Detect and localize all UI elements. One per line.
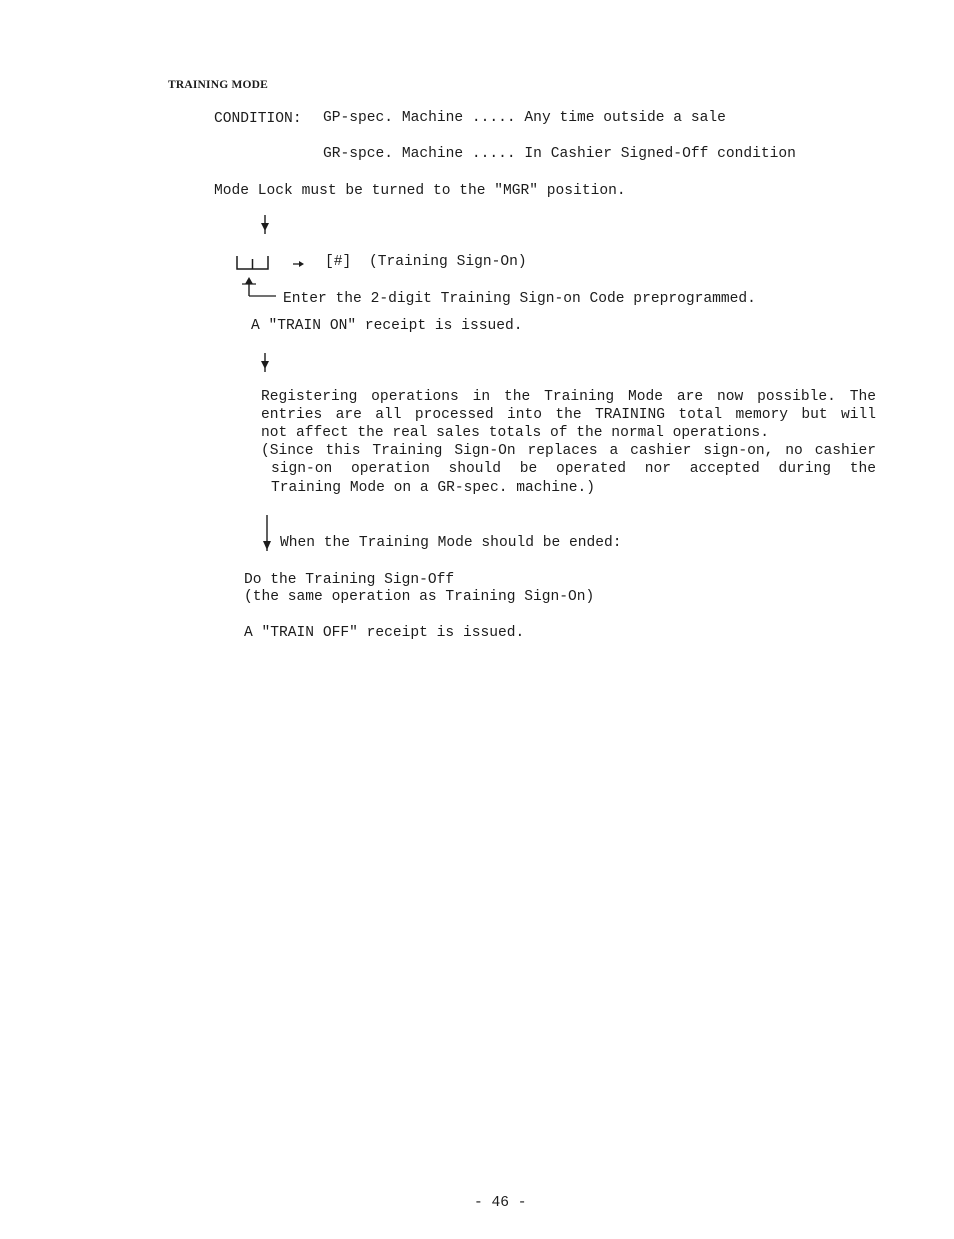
registering-line-6: Training Mode on a GR-spec. machine.) [271,480,596,496]
sign-on-code-note: Enter the 2-digit Training Sign-on Code preprogrammed. [283,291,756,307]
end-training-when: When the Training Mode should be ended: [280,535,622,551]
sign-off-note: (the same operation as Training Sign-On) [244,589,595,605]
pointer-arrow-icon [240,276,280,304]
mode-lock-instruction: Mode Lock must be turned to the "MGR" position. [214,183,626,199]
long-down-arrow-icon [260,514,274,554]
section-heading: TRAINING MODE [168,79,269,91]
sign-off-instruction: Do the Training Sign-Off [244,572,455,588]
page-number: - 46 - [474,1195,527,1211]
sign-on-description: (Training Sign-On) [369,254,527,270]
train-off-receipt: A "TRAIN OFF" receipt is issued. [244,625,525,641]
digit-entry-boxes-icon [236,256,270,270]
registering-line-4: (Since this Training Sign-On replaces a cashier sign-on, no cashier [261,443,876,459]
condition-label: CONDITION: [214,111,302,127]
condition-gp-spec: GP-spec. Machine ..... Any time outside a sale [323,110,726,126]
registering-line-2: entries are all processed into the TRAINING total memory but will [261,407,876,423]
down-arrow-icon [258,214,272,238]
registering-line-5: sign-on operation should be operated nor accepted during the [271,461,876,477]
sign-on-key: [#] [325,254,352,270]
condition-gr-spec: GR-spce. Machine ..... In Cashier Signed-Off condition [323,146,796,162]
train-on-receipt: A "TRAIN ON" receipt is issued. [251,318,523,334]
registering-line-3: not affect the real sales totals of the normal operations. [261,425,769,441]
right-arrow-icon [292,259,306,269]
registering-line-1: Registering operations in the Training Mode are now possible. The [261,389,876,405]
down-arrow-icon [258,352,272,376]
